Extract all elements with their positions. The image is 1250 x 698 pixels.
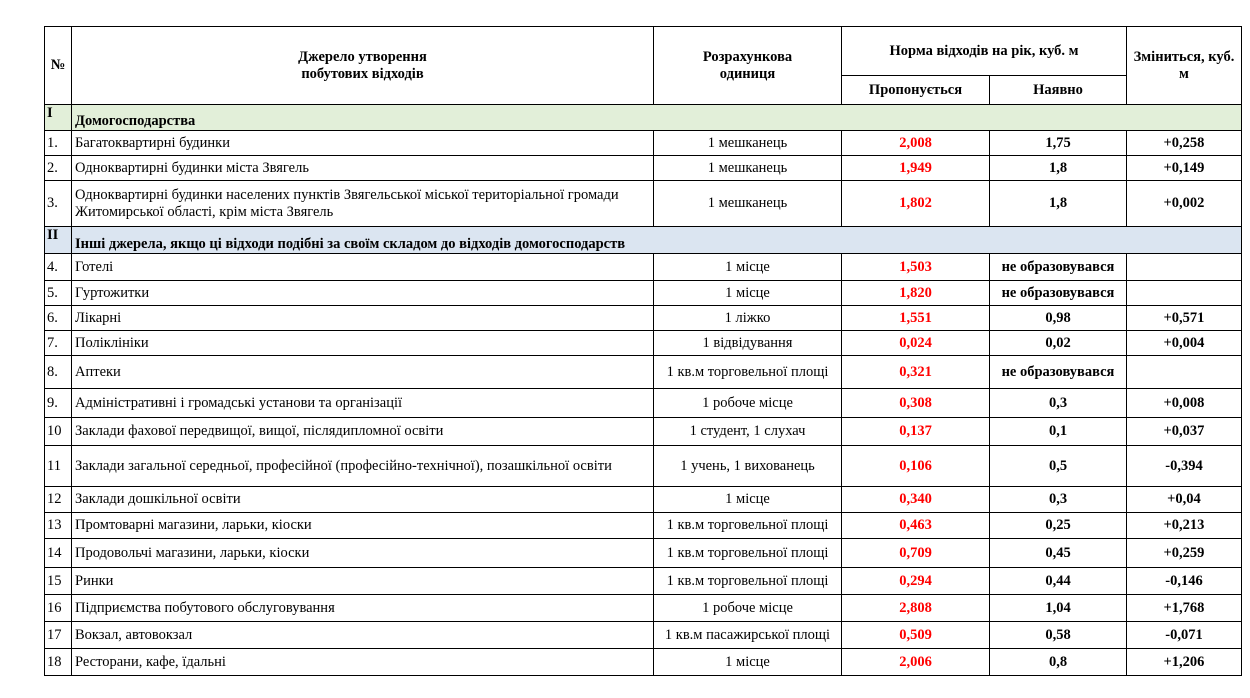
row-number: 4. [45, 254, 72, 281]
row-existing: 0,02 [990, 331, 1127, 356]
table-row [45, 446, 1242, 487]
row-change: -0,394 [1127, 446, 1242, 487]
table-row [45, 254, 1242, 281]
row-change: +0,213 [1127, 513, 1242, 539]
table-row [45, 389, 1242, 418]
row-existing: 0,8 [990, 649, 1127, 676]
row-source: Заклади фахової передвищої, вищої, післядипломної освіти [72, 418, 654, 446]
waste-norms-document [44, 26, 1235, 676]
row-number: 7. [45, 331, 72, 356]
row-unit: 1 кв.м торговельної площі [654, 568, 842, 595]
row-source: Ресторани, кафе, їдальні [72, 649, 654, 676]
row-number: 16 [45, 595, 72, 622]
row-existing: не образовувався [990, 254, 1127, 281]
table-row [45, 513, 1242, 539]
row-source: Продовольчі магазини, ларьки, кіоски [72, 539, 654, 568]
row-unit: 1 місце [654, 254, 842, 281]
row-change: +0,037 [1127, 418, 1242, 446]
row-proposed: 2,008 [842, 131, 990, 156]
row-source: Адміністративні і громадські установи та організації [72, 389, 654, 418]
row-source: Заклади загальної середньої, професійної (професійно-технічної), позашкільної освіти [72, 446, 654, 487]
row-number: 10 [45, 418, 72, 446]
row-number: 11 [45, 446, 72, 487]
table-row [45, 156, 1242, 181]
row-number: 1. [45, 131, 72, 156]
row-number: 18 [45, 649, 72, 676]
header-unit-line2: одиниця [719, 65, 776, 82]
row-number: 9. [45, 389, 72, 418]
row-source: Багатоквартирні будинки [72, 131, 654, 156]
row-number: 8. [45, 356, 72, 389]
row-change: +0,258 [1127, 131, 1242, 156]
row-change: +0,04 [1127, 487, 1242, 513]
row-number: 17 [45, 622, 72, 649]
row-proposed: 0,024 [842, 331, 990, 356]
row-proposed: 1,551 [842, 306, 990, 331]
row-proposed: 2,808 [842, 595, 990, 622]
row-change: +1,206 [1127, 649, 1242, 676]
row-source: Лікарні [72, 306, 654, 331]
header-number: № [45, 27, 72, 105]
row-change [1127, 254, 1242, 281]
row-change: +0,008 [1127, 389, 1242, 418]
table-row [45, 539, 1242, 568]
row-existing: не образовувався [990, 281, 1127, 306]
row-existing: 0,98 [990, 306, 1127, 331]
row-proposed: 2,006 [842, 649, 990, 676]
header-source [72, 27, 654, 105]
row-proposed: 0,106 [842, 446, 990, 487]
table-row [45, 356, 1242, 389]
table-body [45, 105, 1242, 676]
section-row [45, 105, 1242, 131]
row-source: Гуртожитки [72, 281, 654, 306]
row-number: 6. [45, 306, 72, 331]
table-row [45, 331, 1242, 356]
row-existing: 0,25 [990, 513, 1127, 539]
row-existing: 0,3 [990, 487, 1127, 513]
row-unit: 1 мешканець [654, 131, 842, 156]
row-existing: 0,44 [990, 568, 1127, 595]
row-change: +0,004 [1127, 331, 1242, 356]
row-number: 5. [45, 281, 72, 306]
row-existing: 1,75 [990, 131, 1127, 156]
waste-norms-table [44, 26, 1242, 676]
row-source: Поліклініки [72, 331, 654, 356]
row-unit: 1 кв.м торговельної площі [654, 539, 842, 568]
table-row [45, 306, 1242, 331]
row-proposed: 0,340 [842, 487, 990, 513]
row-source: Ринки [72, 568, 654, 595]
row-unit: 1 місце [654, 487, 842, 513]
table-row [45, 281, 1242, 306]
row-existing: 0,45 [990, 539, 1127, 568]
row-unit: 1 кв.м торговельної площі [654, 356, 842, 389]
row-proposed: 0,463 [842, 513, 990, 539]
row-change: +0,002 [1127, 181, 1242, 227]
row-unit: 1 кв.м торговельної площі [654, 513, 842, 539]
row-proposed: 0,308 [842, 389, 990, 418]
header-norm: Норма відходів на рік, куб. м [842, 27, 1127, 76]
row-proposed: 0,137 [842, 418, 990, 446]
header-unit-line1: Розрахункова [702, 48, 793, 65]
row-unit: 1 ліжко [654, 306, 842, 331]
row-unit: 1 мешканець [654, 181, 842, 227]
header-source-line2: побутових відходів [301, 65, 424, 82]
row-change: +0,571 [1127, 306, 1242, 331]
row-number: 14 [45, 539, 72, 568]
row-change: +0,149 [1127, 156, 1242, 181]
row-source: Одноквартирні будинки населених пунктів Звягельської міської територіальної громади Житомирської області, крім міста Звягель [72, 181, 654, 227]
row-unit: 1 відвідування [654, 331, 842, 356]
row-change: +1,768 [1127, 595, 1242, 622]
row-existing: 0,58 [990, 622, 1127, 649]
row-unit: 1 студент, 1 слухач [654, 418, 842, 446]
row-existing: 1,04 [990, 595, 1127, 622]
section-title: Домогосподарства [72, 105, 1242, 131]
row-proposed: 1,503 [842, 254, 990, 281]
header-source-line1: Джерело утворення [298, 48, 427, 65]
row-proposed: 1,949 [842, 156, 990, 181]
header-existing: Наявно [990, 76, 1127, 105]
row-existing: 0,5 [990, 446, 1127, 487]
row-source: Готелі [72, 254, 654, 281]
table-row [45, 131, 1242, 156]
row-number: 13 [45, 513, 72, 539]
table-row [45, 568, 1242, 595]
header-change: Зміниться, куб. м [1127, 27, 1242, 105]
row-existing: не образовувався [990, 356, 1127, 389]
row-unit: 1 місце [654, 281, 842, 306]
section-number: I [45, 105, 72, 131]
table-row [45, 487, 1242, 513]
row-unit: 1 учень, 1 вихованець [654, 446, 842, 487]
row-change [1127, 356, 1242, 389]
row-change: -0,071 [1127, 622, 1242, 649]
row-proposed: 1,802 [842, 181, 990, 227]
row-proposed: 0,709 [842, 539, 990, 568]
table-row [45, 622, 1242, 649]
table-row [45, 595, 1242, 622]
table-row [45, 181, 1242, 227]
row-change [1127, 281, 1242, 306]
row-existing: 0,3 [990, 389, 1127, 418]
row-existing: 1,8 [990, 156, 1127, 181]
row-unit: 1 мешканець [654, 156, 842, 181]
table-row [45, 418, 1242, 446]
row-source: Вокзал, автовокзал [72, 622, 654, 649]
row-source: Промтоварні магазини, ларьки, кіоски [72, 513, 654, 539]
section-number: II [45, 227, 72, 254]
row-source: Аптеки [72, 356, 654, 389]
row-unit: 1 робоче місце [654, 389, 842, 418]
row-proposed: 0,294 [842, 568, 990, 595]
row-unit: 1 робоче місце [654, 595, 842, 622]
row-proposed: 0,321 [842, 356, 990, 389]
row-number: 3. [45, 181, 72, 227]
section-row [45, 227, 1242, 254]
row-unit: 1 місце [654, 649, 842, 676]
table-row [45, 649, 1242, 676]
row-proposed: 1,820 [842, 281, 990, 306]
row-change: +0,259 [1127, 539, 1242, 568]
section-title: Інші джерела, якщо ці відходи подібні за своїм складом до відходів домогосподарств [72, 227, 1242, 254]
row-change: -0,146 [1127, 568, 1242, 595]
row-number: 15 [45, 568, 72, 595]
row-existing: 0,1 [990, 418, 1127, 446]
header-proposed: Пропонується [842, 76, 990, 105]
row-source: Заклади дошкільної освіти [72, 487, 654, 513]
row-number: 12 [45, 487, 72, 513]
row-number: 2. [45, 156, 72, 181]
header-unit [654, 27, 842, 105]
row-source: Одноквартирні будинки міста Звягель [72, 156, 654, 181]
row-proposed: 0,509 [842, 622, 990, 649]
row-source: Підприємства побутового обслуговування [72, 595, 654, 622]
row-existing: 1,8 [990, 181, 1127, 227]
row-unit: 1 кв.м пасажирської площі [654, 622, 842, 649]
